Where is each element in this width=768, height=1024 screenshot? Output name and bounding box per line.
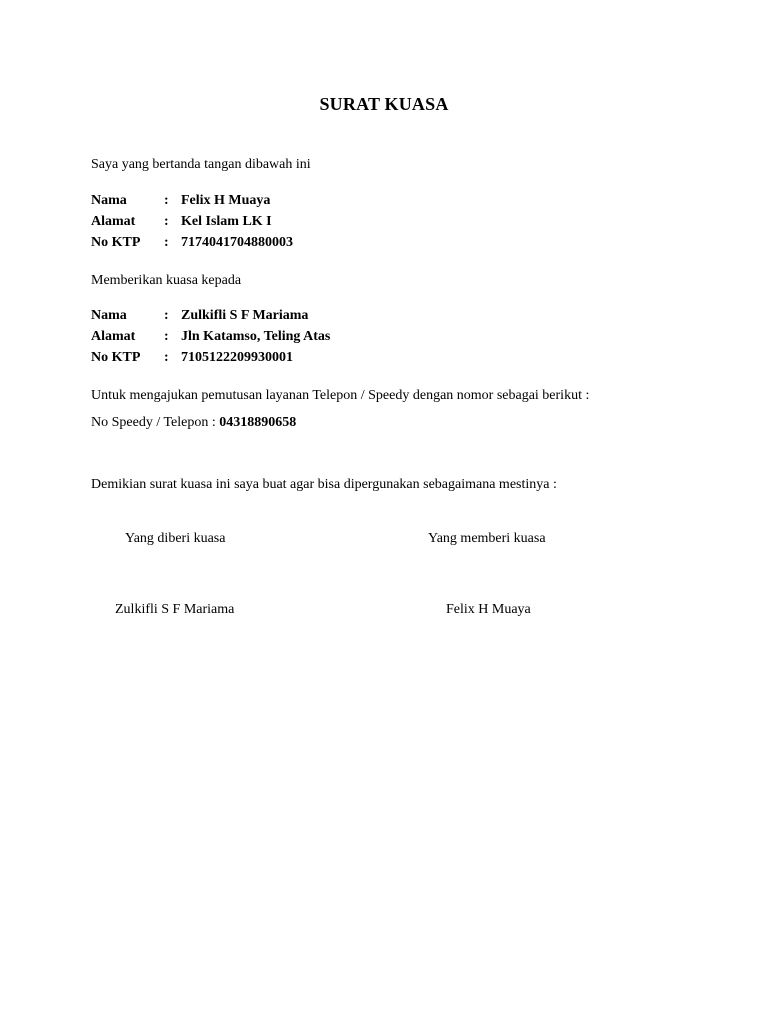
- grantee-ktp-label: No KTP: [91, 350, 141, 365]
- number-value: 04318890658: [219, 415, 297, 430]
- colon: :: [164, 235, 169, 250]
- number-label: No Speedy / Telepon :: [91, 415, 216, 430]
- grantee-name-label: Nama: [91, 308, 127, 323]
- colon: :: [164, 350, 169, 365]
- document-title: SURAT KUASA: [319, 94, 449, 114]
- purpose-text: Untuk mengajukan pemutusan layanan Telepon / Speedy dengan nomor sebagai berikut :: [91, 388, 590, 403]
- grantee-address-label: Alamat: [91, 329, 136, 344]
- intro-text: Saya yang bertanda tangan dibawah ini: [91, 157, 311, 172]
- grantor-name-label: Nama: [91, 193, 127, 208]
- grantee-address-value: Jln Katamso, Teling Atas: [181, 329, 331, 344]
- grantee-ktp-value: 7105122209930001: [181, 350, 293, 365]
- grantee-name-value: Zulkifli S F Mariama: [181, 308, 309, 323]
- colon: :: [164, 329, 169, 344]
- signature-left-name: Zulkifli S F Mariama: [115, 602, 235, 617]
- closing-text: Demikian surat kuasa ini saya buat agar bisa dipergunakan sebagaimana mestinya :: [91, 477, 557, 492]
- signature-left-role: Yang diberi kuasa: [125, 531, 226, 546]
- signature-right-name: Felix H Muaya: [446, 602, 531, 617]
- grant-text: Memberikan kuasa kepada: [91, 273, 242, 288]
- number-line: [91, 415, 296, 431]
- signature-right-role: Yang memberi kuasa: [428, 531, 546, 546]
- colon: :: [164, 193, 169, 208]
- grantor-ktp-label: No KTP: [91, 235, 141, 250]
- grantor-address-value: Kel Islam LK I: [181, 214, 272, 229]
- grantor-address-label: Alamat: [91, 214, 136, 229]
- colon: :: [164, 308, 169, 323]
- colon: :: [164, 214, 169, 229]
- grantor-name-value: Felix H Muaya: [181, 193, 271, 208]
- grantor-ktp-value: 7174041704880003: [181, 235, 293, 250]
